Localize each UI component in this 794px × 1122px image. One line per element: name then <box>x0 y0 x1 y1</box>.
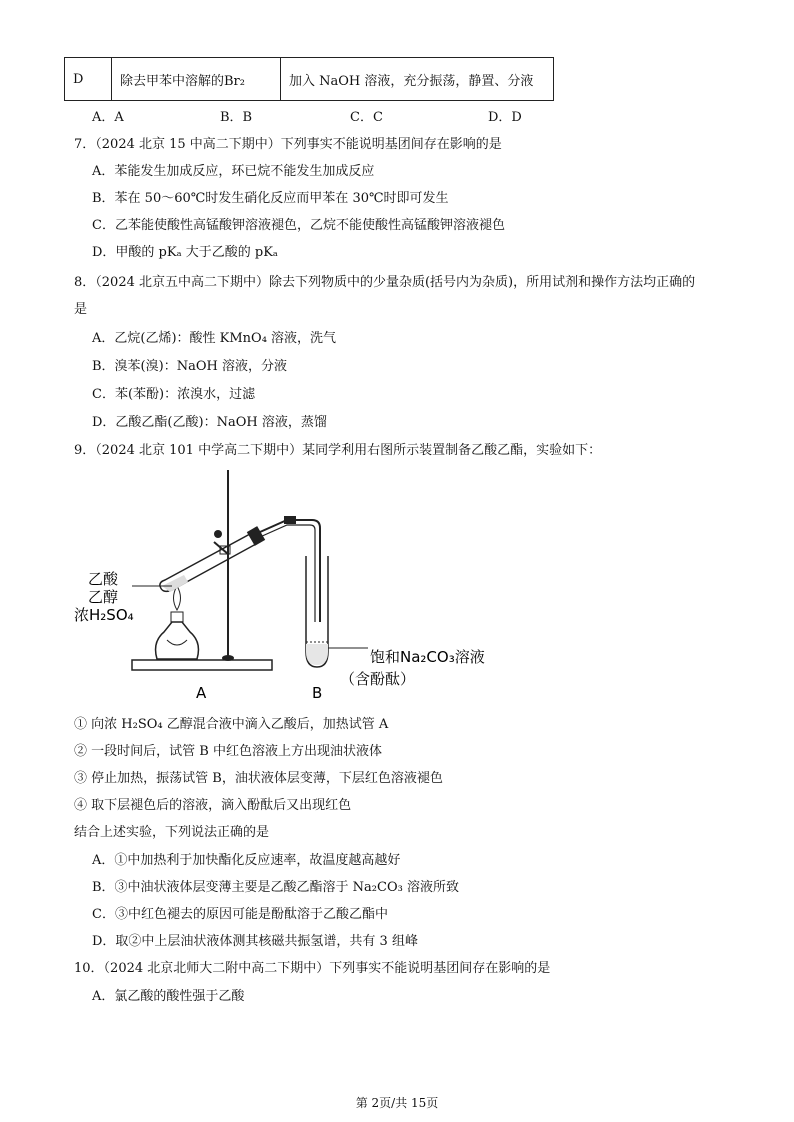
table-cell-label: D <box>65 58 112 101</box>
question-9-step-3: ③ 停止加热，振荡试管 B，油状液体层变薄，下层红色溶液褪色 <box>74 771 443 786</box>
question-9-step-1: ① 向浓 H₂SO₄ 乙醇混合液中滴入乙酸后，加热试管 A <box>74 717 389 732</box>
esterification-apparatus-diagram <box>72 462 492 702</box>
table-row <box>65 58 554 101</box>
label-phenolphthalein: （含酚酞） <box>340 670 416 688</box>
question-10-stem: 10．（2024 北京北师大二附中高二下期中）下列事实不能说明基团间存在影响的是 <box>74 961 551 976</box>
choice-d: D．D <box>488 110 522 125</box>
iron-stand <box>132 470 272 670</box>
label-b: B <box>312 684 323 702</box>
diagram-labels <box>74 570 485 702</box>
question-9-step-4: ④ 取下层褪色后的溶液，滴入酚酞后又出现红色 <box>74 798 352 813</box>
question-9-summary: 结合上述实验，下列说法正确的是 <box>74 825 270 840</box>
question-7-stem: 7．（2024 北京 15 中高二下期中）下列事实不能说明基团间存在影响的是 <box>74 137 502 152</box>
question-10-option-a: A．氯乙酸的酸性强于乙酸 <box>92 989 245 1004</box>
question-8-option-b: B．溴苯(溴)：NaOH 溶液，分液 <box>92 359 287 374</box>
question-8-option-d: D．乙酸乙酯(乙酸)：NaOH 溶液，蒸馏 <box>92 415 327 430</box>
question-9-option-b: B．③中油状液体层变薄主要是乙酸乙酯溶于 Na₂CO₃ 溶液所致 <box>92 880 459 895</box>
question-8-stem-continued: 是 <box>74 302 88 317</box>
label-sulfuric-acid: 浓H₂SO₄ <box>74 606 134 624</box>
question-9-option-a: A．①中加热利于加快酯化反应速率，故温度越高越好 <box>92 853 401 868</box>
alcohol-lamp <box>156 586 199 659</box>
choice-b: B．B <box>220 110 253 125</box>
question-7-option-a: A．苯能发生加成反应，环已烷不能发生加成反应 <box>92 164 375 179</box>
label-sodium-carbonate: 饱和Na₂CO₃溶液 <box>370 648 485 666</box>
choice-a: A．A <box>92 110 124 125</box>
question-7-option-c: C．乙苯能使酸性高锰酸钾溶液褪色，乙烷不能使酸性高锰酸钾溶液褪色 <box>92 218 505 233</box>
question-8-stem: 8．（2024 北京五中高二下期中）除去下列物质中的少量杂质(括号内为杂质)，所用试剂和操作方法均正确的 <box>74 275 696 290</box>
label-a: A <box>196 684 207 702</box>
test-tube-a <box>160 526 265 592</box>
question-8-option-a: A．乙烷(乙烯)：酸性 KMnO₄ 溶液，洗气 <box>92 331 337 346</box>
table-cell-method: 加入 NaOH 溶液，充分振荡，静置、分液 <box>281 58 554 101</box>
question-7-option-b: B．苯在 50～60℃时发生硝化反应而甲苯在 30℃时即可发生 <box>92 191 449 206</box>
table-cell-purpose: 除去甲苯中溶解的Br₂ <box>112 58 281 101</box>
label-ethanol: 乙醇 <box>88 588 119 606</box>
option-table <box>64 57 554 101</box>
page-footer: 第 2页/共 15页 <box>355 1096 439 1110</box>
question-9-option-d: D．取②中上层油状液体测其核磁共振氢谱，共有 3 组峰 <box>92 934 418 949</box>
choice-c: C．C <box>350 110 383 125</box>
question-8-option-c: C．苯(苯酚)：浓溴水，过滤 <box>92 387 256 402</box>
question-9-option-c: C．③中红色褪去的原因可能是酚酞溶于乙酸乙酯中 <box>92 907 388 922</box>
question-9-stem: 9．（2024 北京 101 中学高二下期中）某同学利用右图所示装置制备乙酸乙酯，实验如下： <box>74 443 602 458</box>
question-9-step-2: ② 一段时间后，试管 B 中红色溶液上方出现油状液体 <box>74 744 382 759</box>
question-7-option-d: D．甲酸的 pKₐ 大于乙酸的 pKₐ <box>92 245 278 260</box>
label-acetic-acid: 乙酸 <box>88 570 119 588</box>
delivery-tube <box>260 516 320 622</box>
